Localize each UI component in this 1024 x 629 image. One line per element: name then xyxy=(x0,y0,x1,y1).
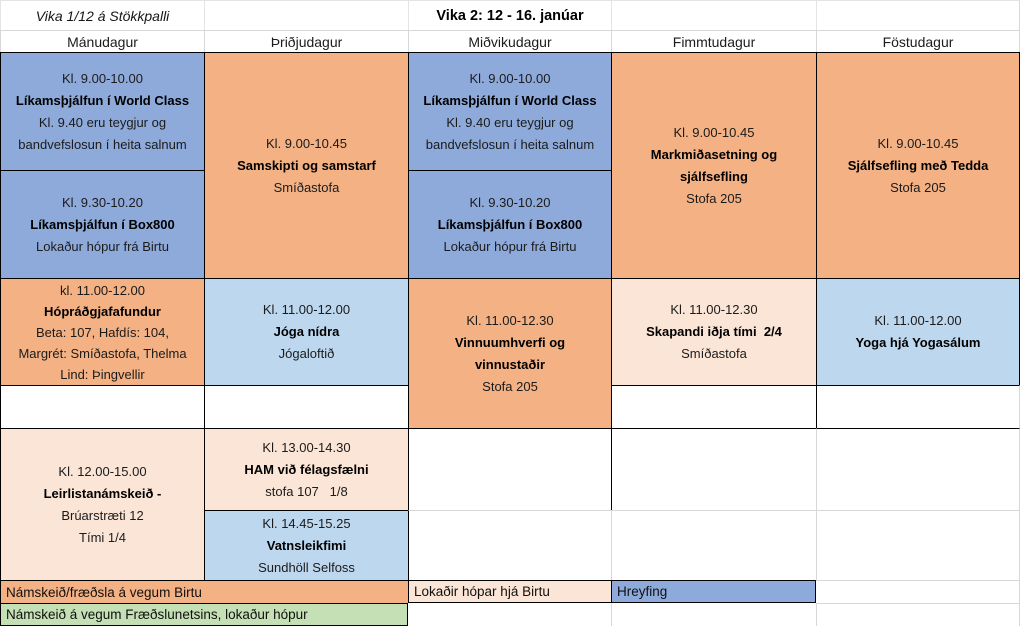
event-line: Kl. 9.00-10.00 xyxy=(469,70,551,86)
event-line: Kl. 11.00-12.00 xyxy=(874,313,962,328)
event-mon-groupmeeting[interactable] xyxy=(0,278,204,385)
event-mon-ceramics[interactable] xyxy=(0,428,204,580)
event-line: Samskipti og samstarf xyxy=(237,157,376,173)
event-fri-selfempowerment[interactable] xyxy=(816,52,1020,278)
event-line: Beta: 107, Hafdís: 104, xyxy=(36,324,169,340)
event-line: Tími 1/4 xyxy=(79,529,126,545)
event-wed-worldclass[interactable] xyxy=(408,52,611,170)
day-label: Mánudagur xyxy=(67,33,138,50)
event-line: Vinnuumhverfi og xyxy=(454,334,566,350)
event-line: Hópráðgjafafundur xyxy=(44,303,161,319)
event-line: Líkamsþjálfun í Box800 xyxy=(437,216,583,232)
event-line: Leirlistanámskeið - xyxy=(43,485,162,501)
empty-cell xyxy=(408,603,611,626)
event-line: Margrét: Smíðastofa, Thelma xyxy=(18,345,187,361)
event-line: sjálfsefling xyxy=(680,168,748,184)
event-line: Kl. 14.45-15.25 xyxy=(262,515,351,531)
event-thu-creative[interactable] xyxy=(611,278,816,385)
day-header-thursday[interactable] xyxy=(611,30,816,52)
event-line: bandvefslosun í heita salnum xyxy=(18,136,187,152)
event-line: Stofa 205 xyxy=(686,190,742,206)
empty-cell xyxy=(408,510,611,580)
event-tue-yoga-nidra[interactable] xyxy=(204,278,408,385)
empty-cell xyxy=(816,0,1020,30)
event-line: Kl. 13.00-14.30 xyxy=(262,439,351,455)
empty-cell xyxy=(611,603,816,626)
week-label: Vika 1/12 á Stökkpalli xyxy=(35,7,170,24)
event-line: kl. 11.00-12.00 xyxy=(59,282,146,298)
event-fri-yoga[interactable] xyxy=(816,278,1020,385)
event-line: Sundhöll Selfoss xyxy=(258,559,355,575)
legend-closed-groups[interactable] xyxy=(408,580,611,603)
event-line: Kl. 9.40 eru teygjur og xyxy=(38,114,167,130)
event-line: Kl. 11.00-12.30 xyxy=(466,312,554,328)
event-line: Kl. 9.00-10.45 xyxy=(673,124,755,140)
event-line: Kl. 11.00-12.00 xyxy=(262,302,351,317)
event-line: vinnustaðir xyxy=(474,356,546,372)
event-line: Smíðastofa xyxy=(681,346,747,361)
event-line: Líkamsþjálfun í World Class xyxy=(15,92,190,108)
event-tue-ham[interactable] xyxy=(204,428,408,510)
event-line: bandvefslosun í heita salnum xyxy=(425,136,595,152)
event-line: Yoga hjá Yogasálum xyxy=(855,335,981,350)
legend-label: Námskeið á vegum Fræðslunetsins, lokaður hópur xyxy=(6,607,308,622)
day-label: Þriðjudagur xyxy=(270,33,343,50)
event-line: Lokaður hópur frá Birtu xyxy=(36,238,169,254)
week-label-cell[interactable] xyxy=(0,0,204,30)
event-line: Sjálfsefling með Tedda xyxy=(847,157,989,173)
event-line: Smíðastofa xyxy=(273,179,340,195)
legend-birtu[interactable] xyxy=(0,580,408,603)
empty-cell xyxy=(816,385,1020,428)
legend-label: Lokaðir hópar hjá Birtu xyxy=(414,584,550,599)
event-line: Kl. 9.00-10.00 xyxy=(62,70,143,86)
empty-cell xyxy=(408,428,611,510)
week-title-cell[interactable] xyxy=(408,0,611,30)
day-label: Miðvikudagur xyxy=(468,33,552,50)
event-line: Kl. 12.00-15.00 xyxy=(58,463,147,479)
event-line: HAM við félagsfælni xyxy=(244,461,369,477)
day-header-wednesday[interactable] xyxy=(408,30,611,52)
empty-cell xyxy=(611,0,816,30)
day-label: Fimmtudagur xyxy=(672,33,756,50)
day-header-tuesday[interactable] xyxy=(204,30,408,52)
empty-cell xyxy=(0,385,204,428)
event-line: Líkamsþjálfun í Box800 xyxy=(30,216,175,232)
event-line: Stofa 205 xyxy=(890,179,946,195)
empty-cell xyxy=(816,580,1020,603)
event-thu-goalsetting[interactable] xyxy=(611,52,816,278)
day-header-friday[interactable] xyxy=(816,30,1020,52)
event-line: Kl. 9.40 eru teygjur og xyxy=(446,114,574,130)
legend-fraedslunet[interactable] xyxy=(0,603,408,626)
week-title: Vika 2: 12 - 16. janúar xyxy=(436,7,584,24)
event-line: Kl. 9.30-10.20 xyxy=(62,194,143,210)
empty-cell xyxy=(611,428,816,510)
event-line: Kl. 9.30-10.20 xyxy=(469,194,551,210)
event-line: Lind: Þingvellir xyxy=(60,366,145,382)
event-tue-watergym[interactable] xyxy=(204,510,408,580)
day-header-monday[interactable] xyxy=(0,30,204,52)
legend-hreyfing[interactable] xyxy=(611,580,816,603)
event-line: Brúarstræti 12 xyxy=(61,507,144,523)
event-mon-box800[interactable] xyxy=(0,170,204,278)
event-line: Lokaður hópur frá Birtu xyxy=(443,238,577,254)
empty-cell xyxy=(816,603,1020,626)
event-line: Vatnsleikfimi xyxy=(266,537,347,553)
event-line: Líkamsþjálfun í World Class xyxy=(423,92,597,108)
event-line: Kl. 9.00-10.45 xyxy=(877,135,959,151)
empty-cell xyxy=(204,385,408,428)
empty-cell xyxy=(816,428,1020,510)
empty-cell xyxy=(611,510,816,580)
legend-label: Hreyfing xyxy=(617,584,668,599)
event-line: Kl. 9.00-10.45 xyxy=(266,135,347,151)
event-tue-samskipti[interactable] xyxy=(204,52,408,278)
event-line: Jóga nídra xyxy=(273,324,340,339)
event-line: Stofa 205 xyxy=(482,378,538,394)
empty-cell xyxy=(816,510,1020,580)
event-line: Skapandi iðja tími 2/4 xyxy=(646,324,782,339)
event-mon-worldclass[interactable] xyxy=(0,52,204,170)
event-line: Jógaloftið xyxy=(278,346,335,361)
empty-cell xyxy=(204,0,408,30)
event-line: stofa 107 1/8 xyxy=(265,483,348,499)
legend-label: Námskeið/fræðsla á vegum Birtu xyxy=(6,584,202,600)
event-wed-box800[interactable] xyxy=(408,170,611,278)
empty-cell xyxy=(611,385,816,428)
day-label: Föstudagur xyxy=(882,33,954,50)
event-line: Kl. 11.00-12.30 xyxy=(670,302,758,317)
event-line: Markmiðasetning og xyxy=(650,146,778,162)
event-wed-workenv[interactable] xyxy=(408,278,611,428)
